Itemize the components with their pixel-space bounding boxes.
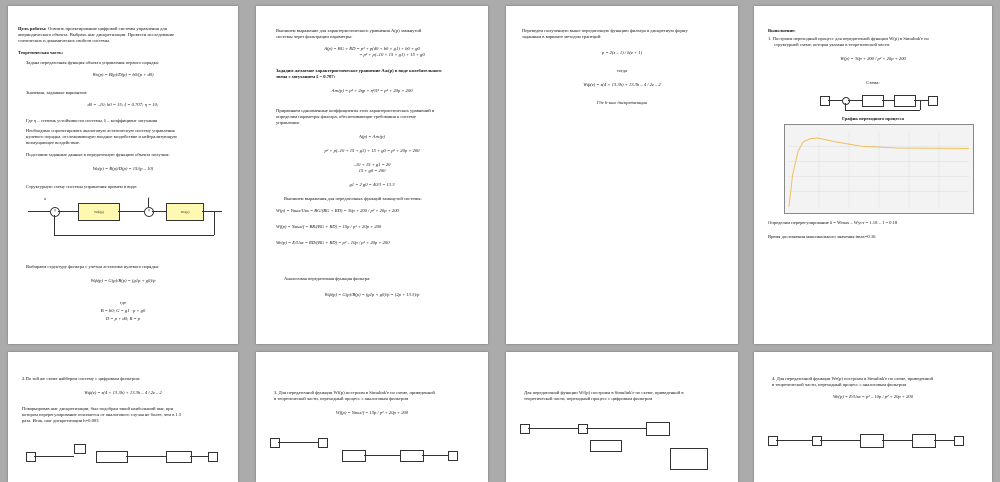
scope-block (928, 96, 938, 106)
paragraph: Где η – степень устойчивости системы, ξ – коэффициент затухания (26, 118, 158, 123)
paragraph: теоретической части, переходный процесс с цифровым фильтром (524, 396, 653, 401)
simulink-scheme (520, 418, 725, 474)
equation: Wф(p) = G(p)/B(p) = (g1p + g0)/p = (2p + 13.3)/p (324, 292, 420, 297)
transfer-fcn-block (862, 95, 884, 107)
paragraph: в теоретической части, переходный процесс с аналоговым фильтром (772, 382, 907, 387)
equation: 15 + g0 = 200 (358, 168, 386, 173)
paragraph: структурной схеме, которая указана в теоретической части. (774, 42, 891, 47)
paragraph: Выпишем выражение для характеристического уравнения A(p) замкнутой (276, 28, 422, 33)
simulink-scheme (270, 432, 475, 472)
paragraph: системы через фильтрации параметры: (276, 34, 353, 39)
document-page-7 (506, 352, 738, 482)
equation: d0 = –10; b0 = 15; ξ = 0.707; η = 10; (87, 102, 159, 107)
paragraph: Подставим заданные данные в передаточную функцию объекта получим: (26, 152, 170, 157)
structure-diagram (20, 194, 225, 250)
paragraph: Время достижения максимального значения tmax=0.16 (768, 234, 876, 239)
paragraph: 2.По той же схеме найберем систему с цифровым фильтром. (22, 376, 141, 381)
paragraph: Структурную схему системы управления примем в виде: (26, 184, 138, 189)
equation: g1 = 2 g0 = 40/3 = 13.3 (349, 182, 395, 187)
sum-block (842, 97, 850, 105)
paragraph: Определим перерегулирование δ = Wmax – Wуст = 1.18 – 1 = 0.18 (768, 220, 898, 225)
simulink-scheme (768, 426, 973, 466)
paragraph: определим параметры фильтра, обеспечивающие требования к системе (276, 114, 416, 119)
simulink-scheme (804, 88, 954, 112)
filter-block: Wф(p) (78, 203, 120, 221)
disturbance-block (578, 424, 588, 434)
step-block (26, 452, 36, 462)
equation: p = 2(z – 1) / h(z + 1) (601, 50, 643, 55)
paragraph: 4. Для передаточной функции We(p) построим в Simulink'е по схеме, приведенной (772, 376, 933, 381)
paragraph: Значения, заданные вариантом: (26, 90, 88, 95)
equation: B = b0; G = g1 · p + g0 (100, 308, 146, 313)
transfer-fcn-block (400, 450, 424, 462)
equation: W(p) = 30p + 200 / p² + 20p + 200 (840, 56, 906, 61)
paragraph: возмущающее воздействие. (26, 140, 81, 145)
equation: Wo(p) = B(p)/D(p) = b0/(p + d0) (92, 72, 154, 77)
transient-chart-svg (785, 125, 973, 213)
transfer-fcn-block (860, 434, 884, 448)
equation: Wo(p) = B(p)/D(p) = 15/(p – 10) (92, 166, 154, 171)
equation: Wf(p) = Yвых/f = 15p / p² + 20p + 200 (335, 410, 409, 415)
equation: Aж(p) = p² + 2ηp + η²/ξ² = p² + 20p + 200 (331, 88, 413, 93)
summing-junction: × (144, 207, 154, 217)
document-page-8 (754, 352, 992, 482)
paragraph: Зададим желаемое характеристическое уравнение Aж(p) в виде колебательного (276, 68, 442, 73)
summing-junction: × (50, 207, 60, 217)
scheme-label: Схема: (866, 80, 880, 85)
equation: W(p) = Yвых/Uвх = BG/(BG + RD) = 30p + 200 / p² + 20p + 200 (276, 208, 399, 213)
simulink-scheme (26, 442, 226, 472)
scope-block (448, 451, 458, 461)
section-heading: Теоретическая часть: (18, 50, 64, 55)
object-block: Wo(p) (166, 203, 204, 221)
equation: p² + p(–10 + 15 + g1) + 15 + g0 = p² + 20p + 200 (324, 148, 420, 153)
paragraph: Аналоговая передаточная функция фильтра: (284, 276, 371, 281)
scope-block (670, 448, 708, 470)
scope-block (954, 436, 964, 446)
document-page-1 (8, 6, 238, 344)
equation: –10 + 15 + g1 = 20 (353, 162, 391, 167)
step-block (768, 436, 778, 446)
paragraph: Необходимо спроектировать аналоговую астатическую систему управления (26, 128, 175, 133)
document-page-5 (8, 352, 238, 482)
diagram-input-label: u (44, 196, 46, 201)
transient-plot (784, 124, 974, 214)
transfer-fcn-block (894, 95, 916, 107)
disturbance-block (812, 436, 822, 446)
paragraph: Выбираем структуру фильтра с учетом астатизма нулевого порядка: (26, 264, 160, 269)
transfer-fcn-block (646, 422, 670, 436)
paragraph: Для передаточной функции Wf(p) построим в Simulink'е по схеме, приведенной в (524, 390, 684, 395)
document-page-4 (754, 6, 992, 344)
scope-block (208, 452, 218, 462)
document-page-3 (506, 6, 738, 344)
step-block (520, 424, 530, 434)
paragraph: Приравняем одноименные коэффициенты этих характеристических уравнений и (276, 108, 435, 113)
equation: = p² + p(–10 + 15 + g1) + 15 + g0 (359, 52, 425, 57)
step-block (270, 438, 280, 448)
paragraph: 1. Построим переходный процесс для передаточной функции W(p) в Simulink'е по (768, 36, 929, 41)
document-page-6 (256, 352, 488, 482)
transfer-fcn-block (912, 434, 936, 448)
equation: Wф(z) = z(4 + 13.3h) + 13.3h – 4 / 2z – 2 (583, 82, 661, 87)
disturbance-block (318, 438, 328, 448)
paragraph: раза. Итак, шаг дискретизации h=0.003 (22, 418, 99, 423)
paragraph: Где h-шаг дискретизации (596, 100, 648, 105)
equation: We(p) = E/Uвх = p² – 10p / p² + 20p + 200 (832, 394, 913, 399)
transfer-fcn-block (342, 450, 366, 462)
document-page-2 (256, 6, 488, 344)
equation: We(p) = E/Uвх = RD/(BG + RD) = p² – 10p / p² + 20p + 200 (276, 240, 390, 245)
paragraph: Задана передаточная функция объекта управления первого порядка: (26, 60, 160, 65)
paragraph: заданным в варианте методом трапеций: (522, 34, 602, 39)
step-block (820, 96, 830, 106)
equation: Wф(z) = z(4 + 13.3h) + 13.3h – 4 / 2z – 2 (84, 390, 162, 395)
paragraph: Выпишем выражения для передаточных функций замкнутой системы: (284, 196, 422, 201)
paragraph: в теоретической части, переходный процесс с аналоговым фильтром (274, 396, 409, 401)
paragraph: 3. Для передаточной функции Wf(p) построим в Simulink'е по схеме, приведенной (274, 390, 435, 395)
paragraph: где (119, 300, 127, 305)
chart-title: График переходного процесса (842, 116, 904, 121)
paragraph: управления: (276, 120, 300, 125)
goal-label: Цель работы: (18, 26, 47, 31)
discrete-filter-block (590, 440, 622, 452)
paragraph: звена с затуханием ξ = 0.707: (276, 74, 336, 79)
equation: Wф(p) = G(p)/B(p) = (g1p + g0)/p (90, 278, 156, 283)
equation: A(p) = BG + RD = p² + p(d0 + b0 + g1) + b0 + g0 (324, 46, 420, 51)
section-heading: Выполнение: (768, 28, 796, 33)
paragraph: нулевого порядка, отслеживающую входное воздействие и нейтрализующую (26, 134, 177, 139)
equation: D = p + d0; R = p (105, 316, 141, 321)
equation: A(p) = Aж(p) (359, 134, 385, 139)
transfer-fcn-block (166, 451, 192, 463)
paragraph: тогда (616, 68, 628, 73)
goal-text-line: статических и динамических свойств системы. (18, 38, 111, 43)
discrete-filter-block (96, 451, 128, 463)
goal-text-line: Освоить проектирование цифровой системы управления для (48, 26, 167, 31)
paragraph: Поварьировав шаг дискретизации, был подобран такой наибольший шаг, при (22, 406, 174, 411)
paragraph: котором перерегулирование отличается от аналогового случая не более, чем в 1.5 (22, 412, 182, 417)
disturbance-block (74, 444, 86, 454)
equation: Wf(p) = Yвых/f = BR/(BG + RD) = 15p / p² + 20p + 200 (276, 224, 382, 229)
paragraph: Переведем полученную выше передаточную функцию фильтра в дискретную форму (522, 28, 688, 33)
goal-text-line: апериодического объекта. Выбрать шаг дискретизации. Провести исследование (18, 32, 175, 37)
